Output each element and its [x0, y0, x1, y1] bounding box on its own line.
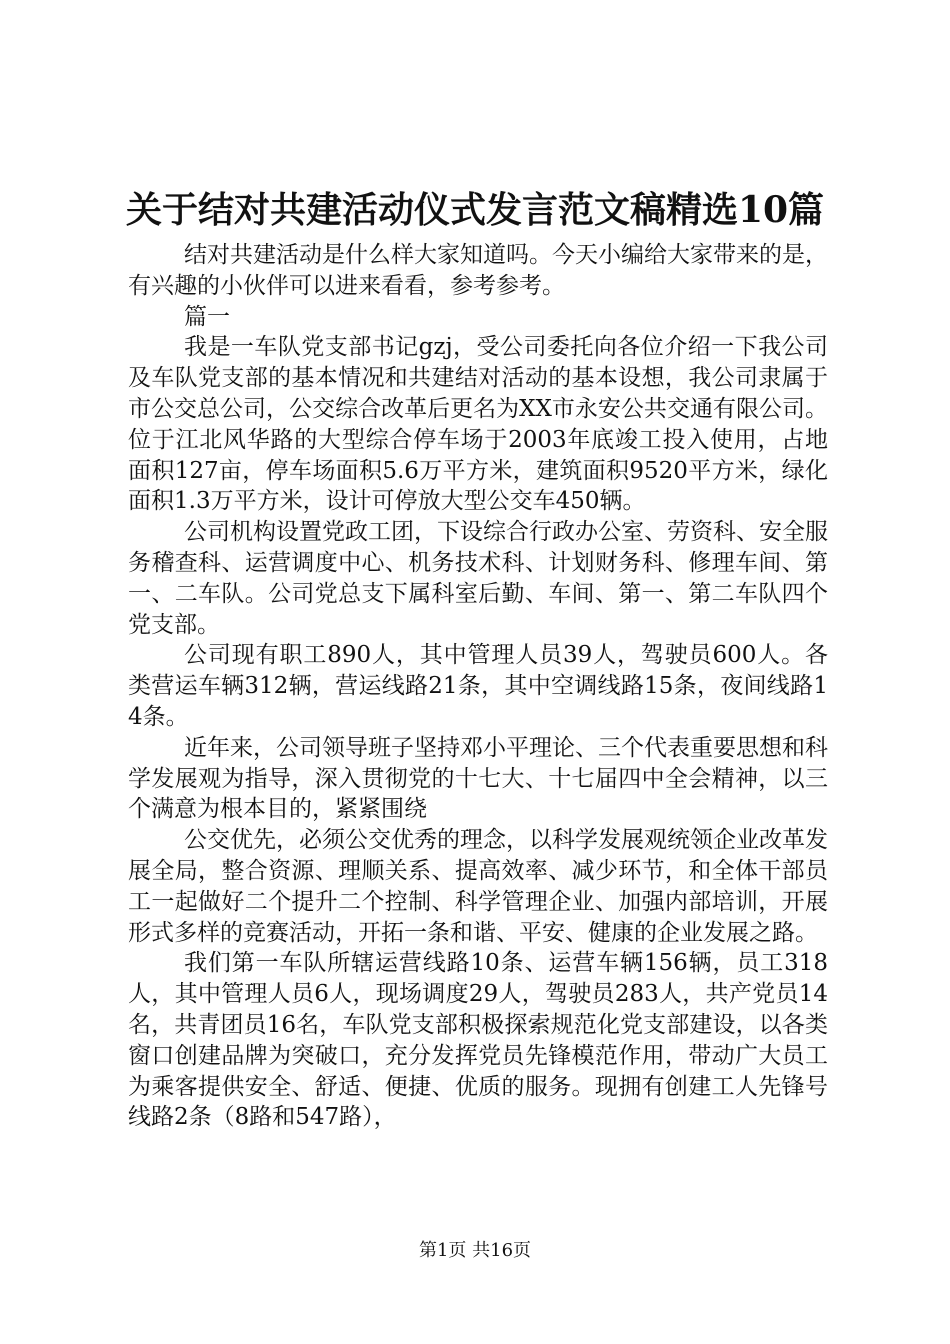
body-paragraph: 公司现有职工890人，其中管理人员39人，驾驶员600人。各类营运车辆312辆，营运线路21条，其中空调线路15条，夜间线路14条。 [128, 642, 828, 730]
section-heading-part-one: 篇一 [184, 303, 230, 330]
body-paragraph: 近年来，公司领导班子坚持邓小平理论、三个代表重要思想和科学发展观为指导，深入贯彻党的十七大、十七届四中全会精神，以三个满意为根本目的，紧紧围绕 [128, 734, 828, 823]
document-title: 关于结对共建活动仪式发言范文稿精选10篇 [125, 189, 825, 231]
page-number-footer: 第1页 共16页 [418, 1240, 532, 1261]
body-paragraph: 我们第一车队所辖运营线路10条、运营车辆156辆，员工318人，其中管理人员6人，现场调度29人，驾驶员283人，共产党员14名，共青团员16名，车队党支部积极探索规范化党支部建设，以各类窗口创建品牌为突破口，充分发挥党员先锋模范作用，带动广大员工为乘客提供安全、舒适、便捷、优质的服务。现拥有创建工人先锋号线路2条（8路和547路）， [128, 950, 828, 1131]
body-paragraph: 我是一车队党支部书记gzj，受公司委托向各位介绍一下我公司及车队党支部的基本情况和共建结对活动的基本设想，我公司隶属于市公交总公司，公交综合改革后更名为XX市永安公共交通有限公司。位于江北风华路的大型综合停车场于2003年底竣工投入使用，占地面积127亩，停车场面积5.6万平方米，建筑面积9520平方米，绿化面积1.3万平方米，设计可停放大型公交车450辆。 [128, 334, 828, 515]
intro-paragraph: 结对共建活动是什么样大家知道吗。今天小编给大家带来的是，有兴趣的小伙伴可以进来看看，参考参考。 [128, 242, 828, 299]
body-paragraph: 公交优先，必须公交优秀的理念，以科学发展观统领企业改革发展全局，整合资源、理顺关系、提高效率、减少环节，和全体干部员工一起做好二个提升二个控制、科学管理企业、加强内部培训，开展形式多样的竞赛活动，开拓一条和谐、平安、健康的企业发展之路。 [128, 827, 828, 946]
document-body [128, 240, 828, 1133]
body-paragraph: 公司机构设置党政工团，下设综合行政办公室、劳资科、安全服务稽查科、运营调度中心、机务技术科、计划财务科、修理车间、第一、二车队。公司党总支下属科室后勤、车间、第一、第二车队四个党支部。 [128, 519, 828, 638]
